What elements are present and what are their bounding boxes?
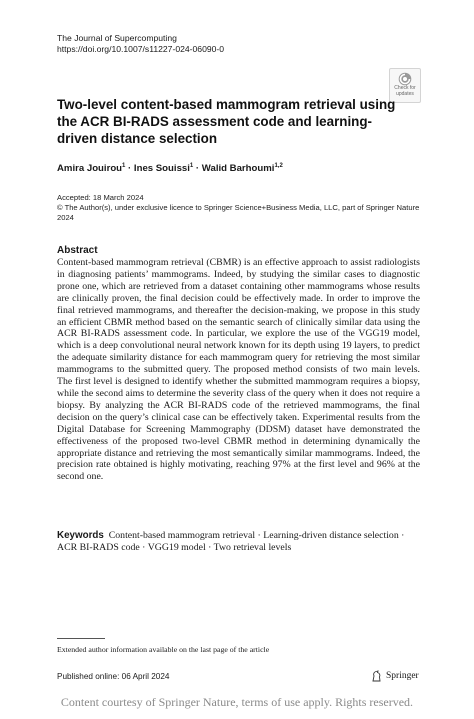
doi-link[interactable]: https://doi.org/10.1007/s11227-024-06090-0 bbox=[57, 44, 225, 54]
author-separator: · bbox=[193, 163, 202, 174]
keywords-text: Content-based mammogram retrieval · Learning-driven distance selection · ACR BI-RADS code · VGG19 model · Two retrieval levels bbox=[57, 530, 405, 553]
author-name[interactable]: Amira Jouirou bbox=[57, 163, 123, 174]
author-name[interactable]: Ines Souissi bbox=[133, 163, 190, 174]
keywords-section bbox=[57, 530, 420, 554]
author-affiliation: 1 bbox=[122, 163, 126, 169]
published-date: Published online: 06 April 2024 bbox=[57, 672, 170, 681]
badge-line-2: updates bbox=[396, 90, 414, 97]
article-metadata bbox=[57, 193, 437, 223]
article-title: Two-level content-based mammogram retrieval using the ACR BI-RADS assessment code and learning-driven distance selection bbox=[57, 97, 396, 146]
author-name[interactable]: Walid Barhoumi bbox=[201, 163, 275, 174]
publisher-name: Springer bbox=[386, 671, 419, 681]
author-info-footnote: Extended author information available on the last page of the article bbox=[57, 645, 270, 654]
keywords-label: Keywords bbox=[57, 530, 104, 541]
footnote-divider bbox=[57, 638, 105, 639]
springer-logo[interactable] bbox=[371, 670, 419, 682]
abstract-heading: Abstract bbox=[57, 245, 98, 256]
author-affiliation: 1,2 bbox=[274, 163, 283, 169]
author-separator: · bbox=[125, 163, 134, 174]
journal-header bbox=[57, 33, 224, 55]
check-updates-icon bbox=[398, 72, 412, 86]
author-affiliation: 1 bbox=[189, 163, 194, 169]
author-list bbox=[57, 163, 283, 174]
courtesy-notice: Content courtesy of Springer Nature, terms of use apply. Rights reserved. bbox=[60, 695, 414, 709]
copyright-notice: © The Author(s), under exclusive licence to Springer Science+Business Media, LLC, part of Springer Nature 2024 bbox=[57, 203, 420, 222]
springer-horse-icon bbox=[371, 670, 382, 682]
accepted-date: Accepted: 18 March 2024 bbox=[57, 193, 144, 202]
journal-name: The Journal of Supercomputing bbox=[57, 33, 177, 43]
abstract-text: Content-based mammogram retrieval (CBMR) is an effective approach to assist radiologists in diagnosing patients’ mammograms. Indeed, by studying the similar cases to diagnostic prone one, which are retrieved from a dataset containing other mammograms whose results are clinically proven, the final decision could be effectively made. In order to improve the final retrieved mammograms, and thereafter the decision-making, we propose in this study an efficient CBMR method based on the semantic search of clinically similar data using the ACR BI-RADS assessment code. In particular, we explore the use of the VGG19 model, which is a deep convolutional neural network known for its depth using 19 layers, to predict the adequate similarity distance for each mammogram query for retrieving the most similar mammograms to the submitted query. The proposed method consists of two main levels. The first level is designed to identify whether the submitted mammogram requires a biopsy, while the second aims to determine the severity class of the query when it does not require a biopsy. By analyzing the ACR BI-RADS code of the retrieved mammograms, the final decision on the query’s clinical case can be effectively taken. Experimental results from the Digital Database for Screening Mammography (DDSM) dataset have demonstrated the effectiveness of the proposed two-level CBMR method in determining dynamically the appropriate distance and retrieving the most semantically similar mammograms. Indeed, the precision rate obtained is highly motivating, reaching 97% at the first level and 96% at the second one. bbox=[57, 257, 420, 483]
badge-line-1: Check for bbox=[394, 85, 416, 91]
